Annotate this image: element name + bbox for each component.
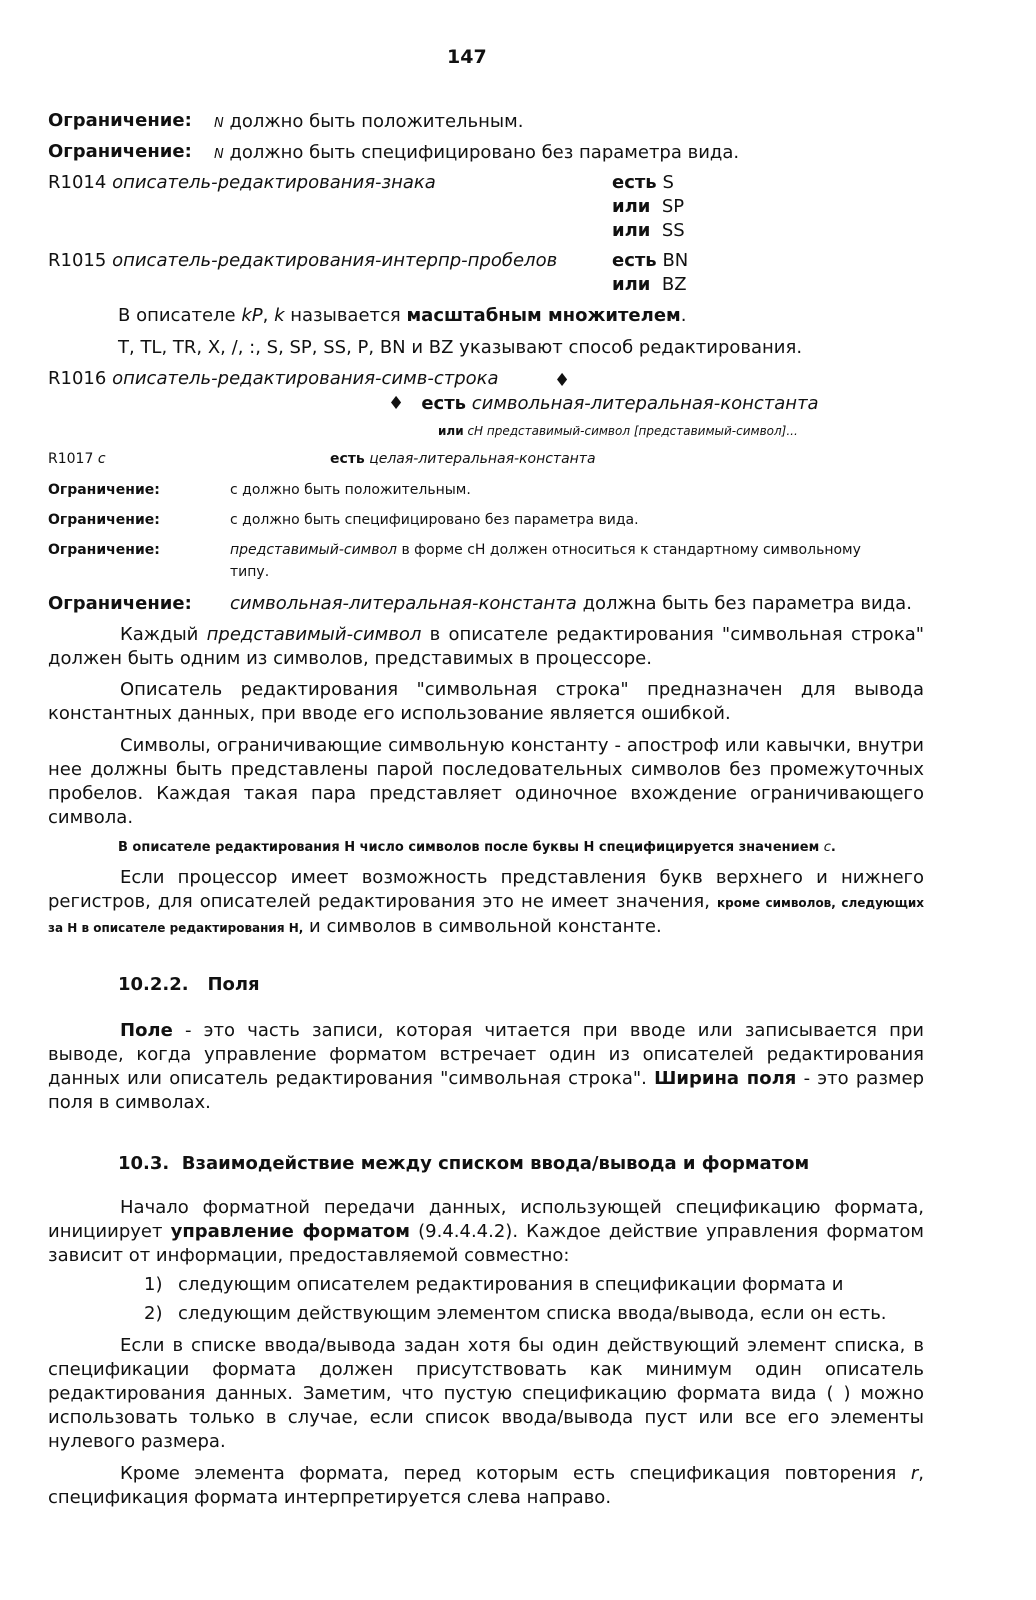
- rule-alt: есть целая-литеральная-константа: [330, 451, 596, 467]
- page-number: 147: [447, 46, 487, 68]
- paragraph: Если процессор имеет возможность представления букв верхнего и нижнего регистров, для описателей редактирования это не имеет значения, кроме символов, следующих за H в описателе редактирования H, и символов в символьной константе.: [48, 867, 924, 937]
- paragraph: Кроме элемента формата, перед которым есть спецификация повторения r, спецификация формата интерпретируется слева направо.: [48, 1463, 924, 1508]
- rule-r1016: R1016 описатель-редактирования-симв-строка: [48, 368, 499, 389]
- restriction-text: типу.: [230, 564, 270, 580]
- edit-note: T, TL, TR, X, /, :, S, SP, SS, P, BN и BZ указывают способ редактирования.: [118, 337, 803, 358]
- restriction-label: Ограничение:: [48, 141, 192, 162]
- rule-r1014: R1014 описатель-редактирования-знака: [48, 172, 436, 193]
- restriction-label: Ограничение:: [48, 512, 160, 528]
- rule-alt: есть BN: [612, 250, 689, 271]
- rule-alt: или cH представимый-символ [представимый-символ]...: [438, 424, 798, 438]
- list-item: следующим описателем редактирования в спецификации формата и: [178, 1274, 844, 1295]
- diamond-icon: ♦: [554, 370, 571, 391]
- rule-r1017: R1017 c: [48, 451, 106, 467]
- list-item: следующим действующим элементом списка ввода/вывода, если он есть.: [178, 1303, 887, 1324]
- list-item-number: 1): [144, 1274, 163, 1295]
- restriction-text: символьная-литеральная-константа должна быть без параметра вида.: [230, 593, 912, 614]
- restriction-label: Ограничение:: [48, 110, 192, 131]
- section-heading: 10.3. Взаимодействие между списком ввода/вывода и форматом: [118, 1153, 810, 1174]
- rule-alt: есть S: [612, 172, 674, 193]
- restriction-text: представимый-символ в форме cH должен относиться к стандартному символьному: [230, 542, 861, 558]
- rule-alt: или SS: [612, 220, 685, 241]
- restriction-text: N должно быть специфицировано без параметра вида.: [214, 142, 740, 163]
- restriction-text: c должно быть положительным.: [230, 482, 471, 498]
- paragraph: Если в списке ввода/вывода задан хотя бы один действующий элемент списка, в спецификации формата должен присутствовать как минимум один описатель редактирования данных. Заметим, что пустую спецификацию формата вида ( ) можно использовать только в случае, если список ввода/вывода пуст или все его элементы нулевого размера.: [48, 1335, 924, 1452]
- restriction-text: N должно быть положительным.: [214, 111, 524, 132]
- paragraph: Поле - это часть записи, которая читается при вводе или записывается при выводе, когда управление форматом встречает один из описателей редактирования данных или описатель редактирования "символьная строка". Ширина поля - это размер поля в символах.: [48, 1020, 924, 1113]
- restriction-text: c должно быть специфицировано без параметра вида.: [230, 512, 639, 528]
- restriction-label: Ограничение:: [48, 482, 160, 498]
- paragraph: Описатель редактирования "символьная строка" предназначен для вывода константных данных, при вводе его использование является ошибкой.: [48, 679, 924, 724]
- small-note: В описателе редактирования H число символов после буквы H специфицируется значением c.: [118, 840, 836, 855]
- rule-alt: или SP: [612, 196, 685, 217]
- section-heading: 10.2.2. Поля: [118, 974, 260, 995]
- scale-note: В описателе kP, k называется масштабным множителем.: [118, 305, 687, 326]
- rule-alt: ♦ есть символьная-литеральная-константа: [388, 393, 819, 414]
- list-item-number: 2): [144, 1303, 163, 1324]
- paragraph: Начало форматной передачи данных, использующей спецификацию формата, инициирует управление форматом (9.4.4.4.2). Каждое действие управления форматом зависит от информации, предоставляемой совместно:: [48, 1197, 924, 1266]
- rule-r1015: R1015 описатель-редактирования-интерпр-пробелов: [48, 250, 558, 271]
- restriction-label: Ограничение:: [48, 593, 192, 614]
- restriction-label: Ограничение:: [48, 542, 160, 558]
- rule-alt: или BZ: [612, 274, 687, 295]
- paragraph: Символы, ограничивающие символьную константу - апостроф или кавычки, внутри нее должны быть представлены парой последовательных символов без промежуточных пробелов. Каждая такая пара представляет одиночное вхождение ограничивающего символа.: [48, 735, 924, 828]
- paragraph: Каждый представимый-символ в описателе редактирования "символьная строка" должен быть одним из символов, представимых в процессоре.: [48, 624, 924, 669]
